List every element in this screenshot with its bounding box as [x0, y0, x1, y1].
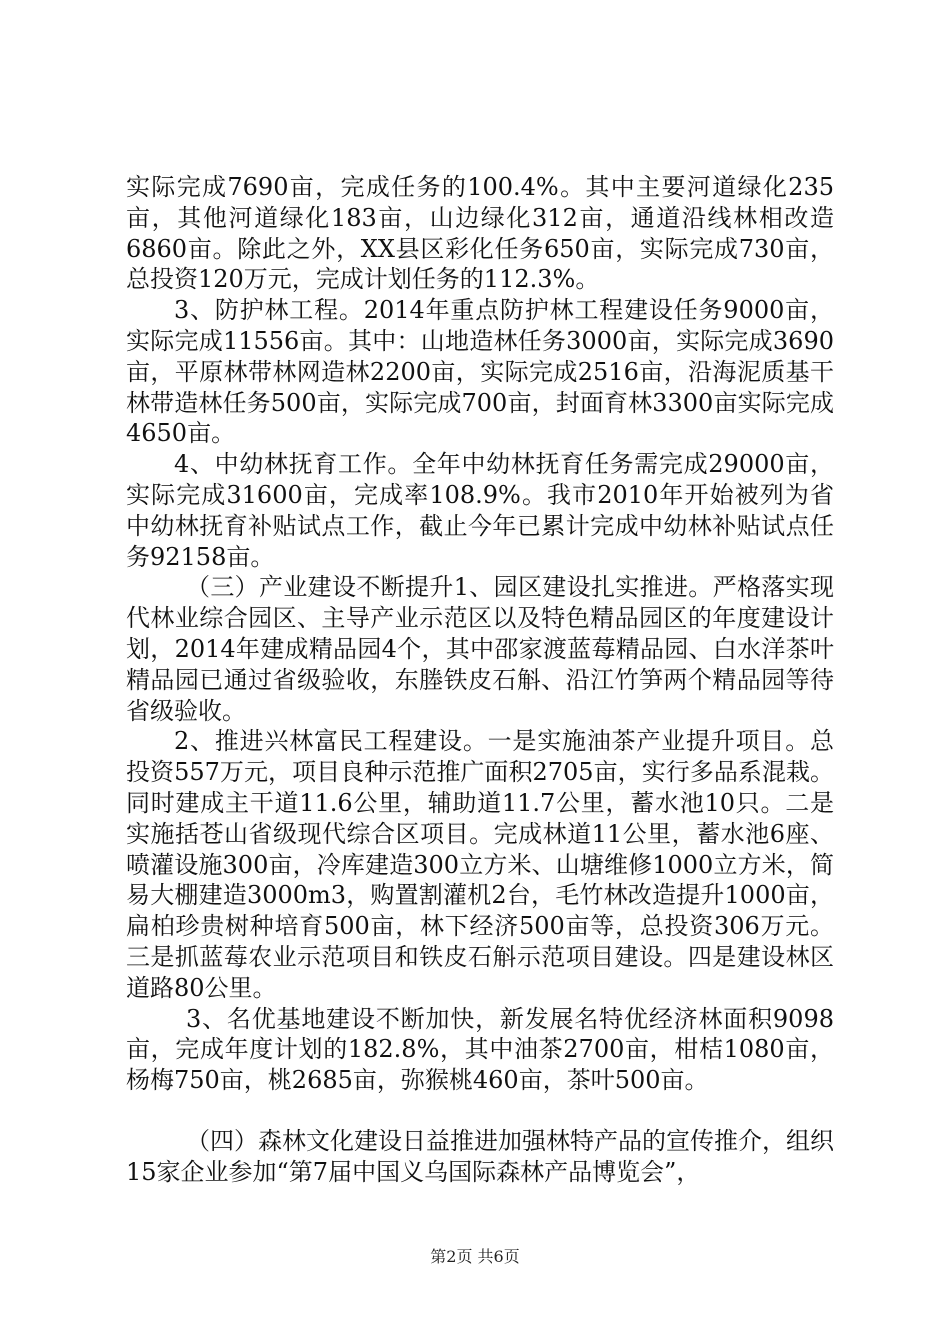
paragraph-5: 2、推进兴林富民工程建设。一是实施油茶产业提升项目。总投资557万元，项目良种示范推广面积2705亩，实行多品系混栽。同时建成主干道11.6公里，辅助道11.7公里，蓄水池10只。二是实施括苍山省级现代综合区项目。完成林道11公里，蓄水池6座、喷灌设施300亩，冷库建造300立方米、山塘维修1000立方米，简易大棚建造3000m3，购置割灌机2台，毛竹林改造提升1000亩，扁柏珍贵树种培育500亩，林下经济500亩等，总投资306万元。三是抓蓝莓农业示范项目和铁皮石斛示范项目建设。四是建设林区道路80公里。 [126, 727, 834, 1002]
page-footer: 第2页 共6页 [430, 1247, 520, 1266]
paragraph-7: （四）森林文化建设日益推进加强林特产品的宣传推介，组织15家企业参加“第7届中国义乌国际森林产品博览会”， [126, 1126, 834, 1186]
paragraph-3: 4、中幼林抚育工作。全年中幼林抚育任务需完成29000亩，实际完成31600亩，完成率108.9%。我市2010年开始被列为省中幼林抚育补贴试点工作，截止今年已累计完成中幼林补贴试点任务92158亩。 [126, 450, 834, 571]
paragraph-6: 3、名优基地建设不断加快，新发展名特优经济林面积9098亩，完成年度计划的182.8%，其中油茶2700亩，柑桔1080亩，杨梅750亩，桃2685亩，弥猴桃460亩，茶叶500亩。 [126, 1004, 834, 1095]
paragraph-1: 实际完成7690亩，完成任务的100.4%。其中主要河道绿化235亩，其他河道绿化183亩，山边绿化312亩，通道沿线林相改造6860亩。除此之外，XX县区彩化任务650亩，实际完成730亩，总投资120万元，完成计划任务的112.3%。 [126, 173, 834, 294]
document-body [126, 172, 834, 1188]
paragraph-4: （三）产业建设不断提升1、园区建设扎实推进。严格落实现代林业综合园区、主导产业示范区以及特色精品园区的年度建设计划，2014年建成精品园4个，其中邵家渡蓝莓精品园、白水洋茶叶精品园已通过省级验收，东塍铁皮石斛、沿江竹笋两个精品园等待省级验收。 [126, 573, 834, 725]
paragraph-2: 3、防护林工程。2014年重点防护林工程建设任务9000亩，实际完成11556亩。其中：山地造林任务3000亩，实际完成3690亩，平原林带林网造林2200亩，实际完成2516亩，沿海泥质基干林带造林任务500亩，实际完成700亩，封面育林3300亩实际完成4650亩。 [126, 296, 834, 448]
